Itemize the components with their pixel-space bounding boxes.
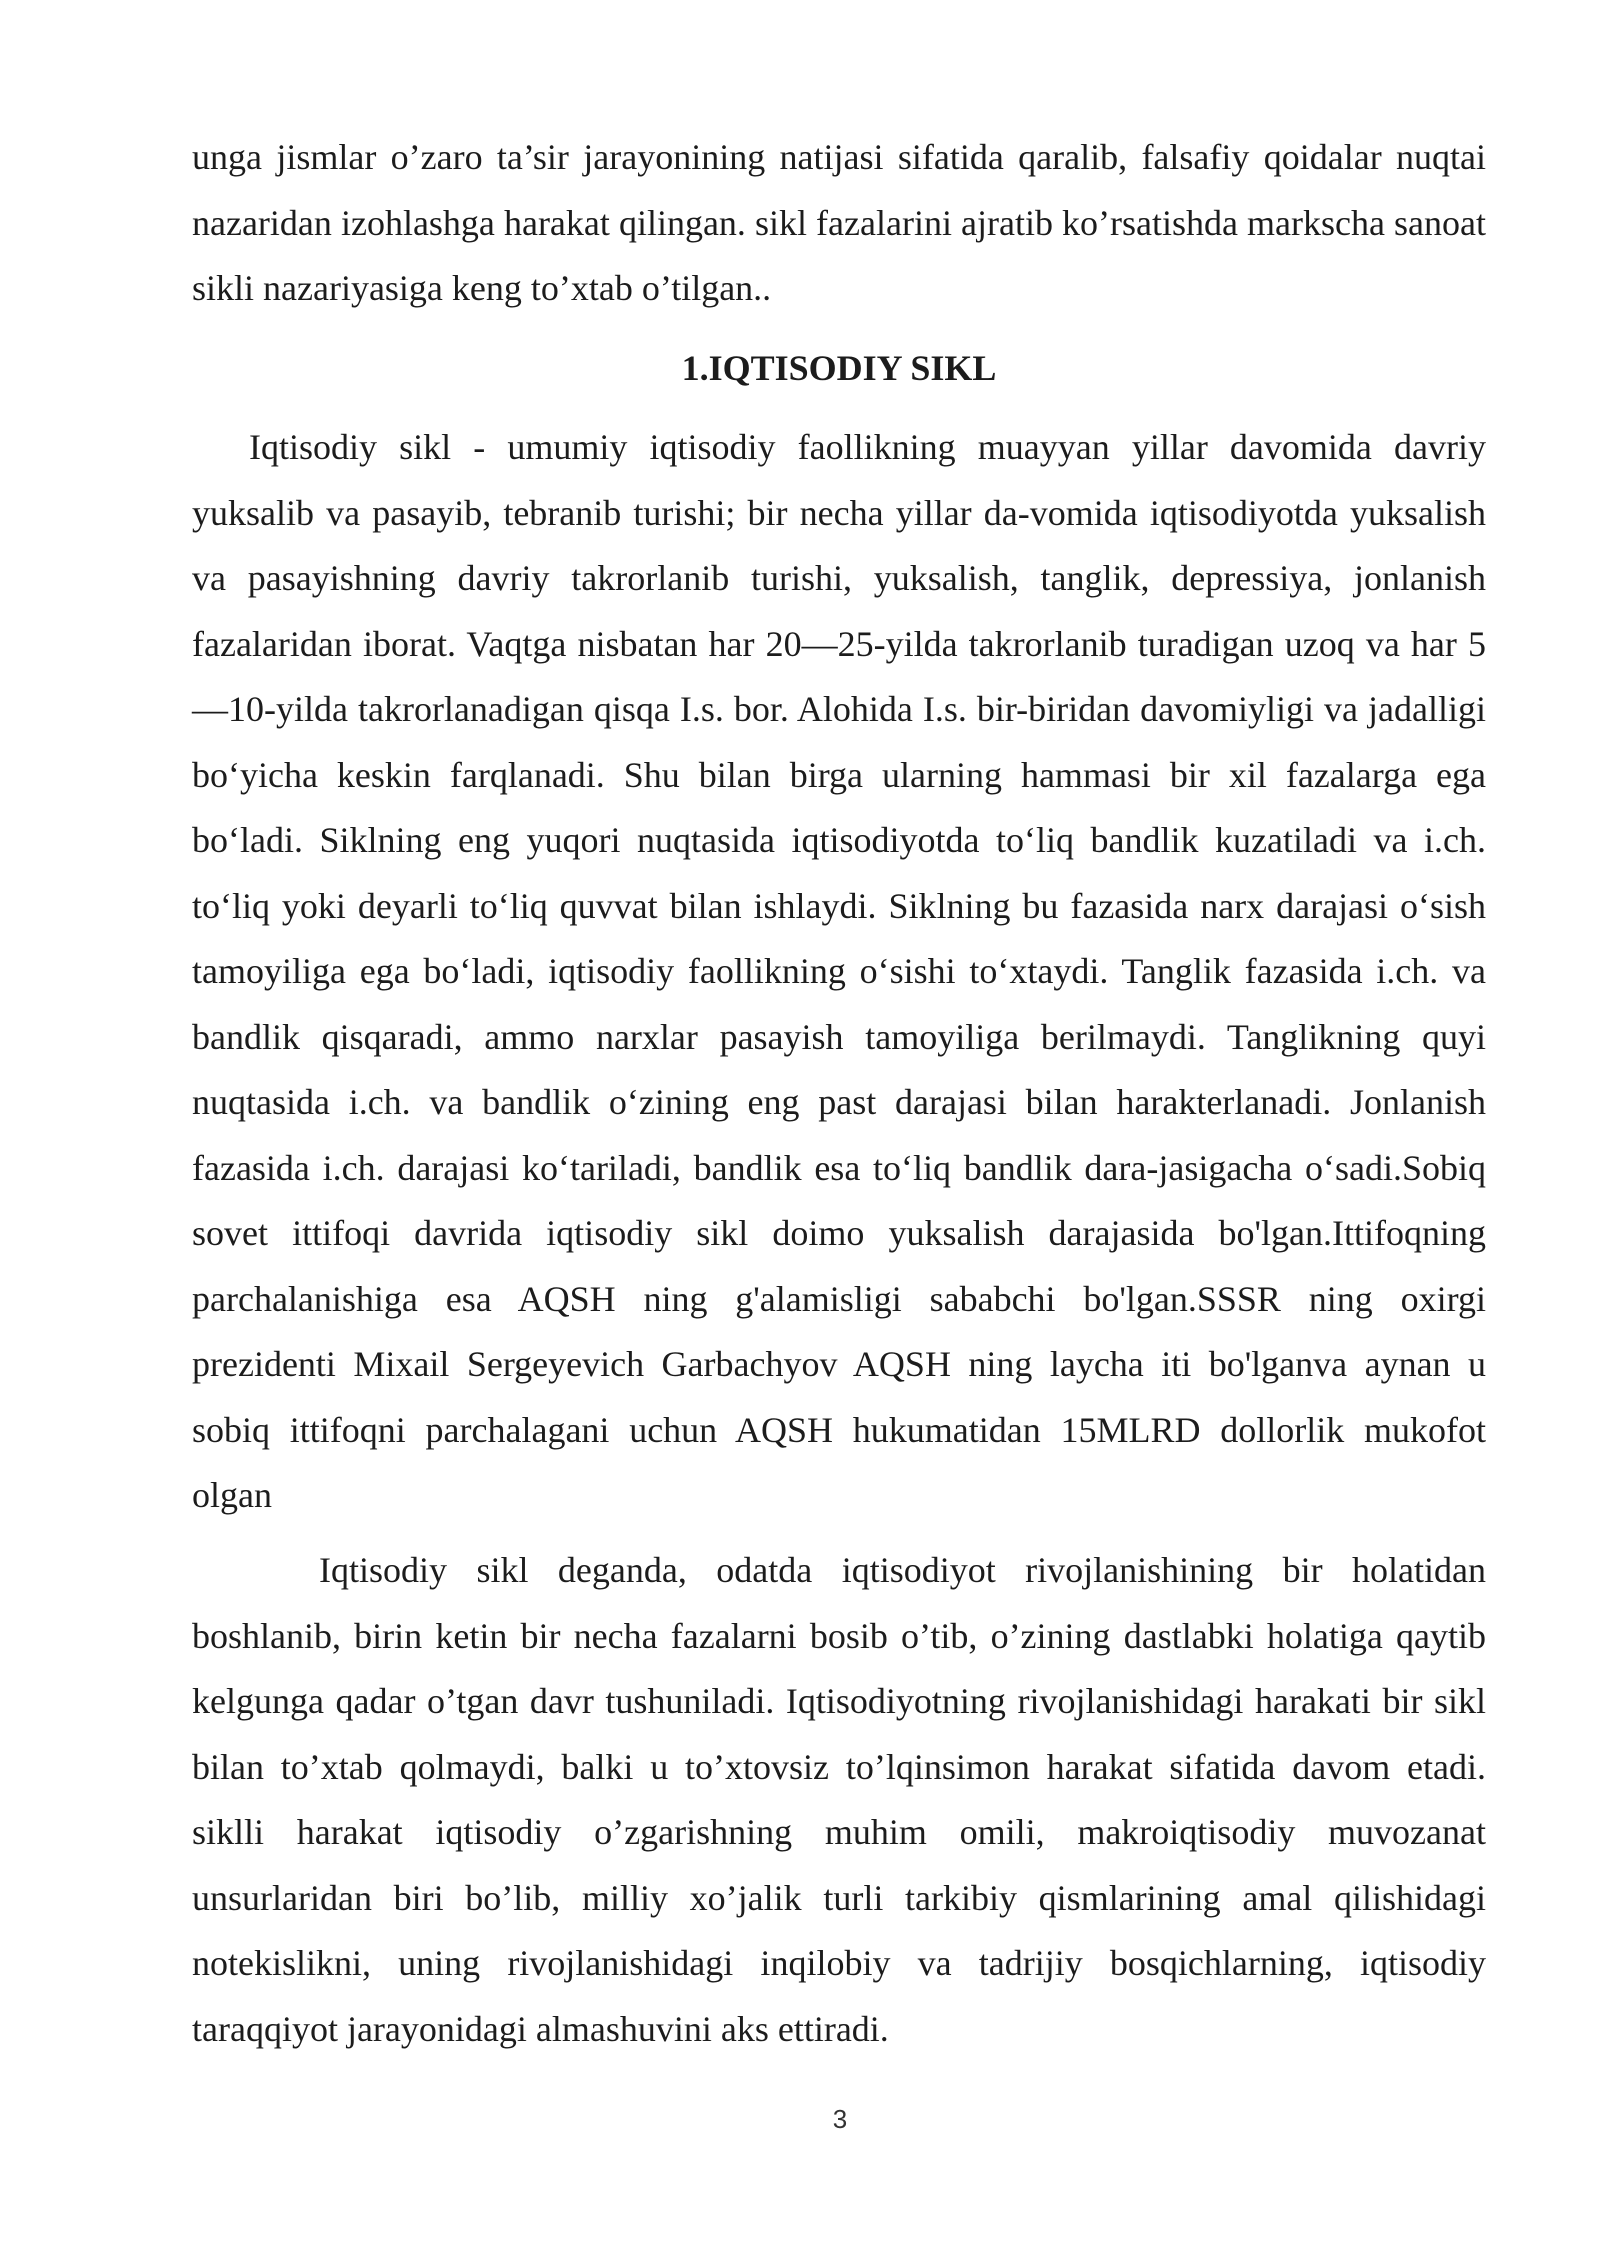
page-number: 3 (832, 2104, 848, 2134)
paragraph-explanation: Iqtisodiy sikl deganda, odatda iqtisodiyot rivojlanishining bir holatidan boshlanib, birin ketin bir necha fazalarni bosib o’tib, o’zining dastlabki holatiga qaytib kelgunga qadar o’tgan davr tushuniladi. Iqtisodiyotning rivojlanishidagi harakati bir sikl bilan to’xtab qolmaydi, balki u to’xtovsiz to’lqinsimon harakat sifatida davom etadi. siklli harakat iqtisodiy o’zgarishning muhim omili, makroiqtisodiy muvozanat unsurlaridan biri bo’lib, milliy xo’jalik turli tarkibiy qismlarining amal qilishidagi notekislikni, uning rivojlanishidagi inqilobiy va tadrijiy bosqichlarning, iqtisodiy taraqqiyot jarayonidagi almashuvini aks ettiradi. (192, 1550, 1486, 2049)
paragraph-intro: unga jismlar o’zaro ta’sir jarayonining natijasi sifatida qaralib, falsafiy qoidalar nuqtai nazaridan izohlashga harakat qilingan. sikl fazalarini ajratib ko’rsatishda markscha sanoat sikli nazariyasiga keng to’xtab o’tilgan.. (192, 137, 1486, 308)
paragraph-definition: Iqtisodiy sikl - umumiy iqtisodiy faollikning muayyan yillar davomida davriy yuksalib va pasayib, tebranib turishi; bir necha yillar da-vomida iqtisodiyotda yuksalish va pasayishning davriy takrorlanib turishi, yuksalish, tanglik, depressiya, jonlanish fazalaridan iborat. Vaqtga nisbatan har 20—25-yilda takrorlanib turadigan uzoq va har 5—10-yilda takrorlanadigan qisqa I.s. bor. Alohida I.s. bir-biridan davomiyligi va jadalligi boʻyicha keskin farqlanadi. Shu bilan birga ularning hammasi bir xil fazalarga ega boʻladi. Siklning eng yuqori nuqtasida iqtisodiyotda toʻliq bandlik kuzatiladi va i.ch. toʻliq yoki deyarli toʻliq quvvat bilan ishlaydi. Siklning bu fazasida narx darajasi oʻsish tamoyiliga ega boʻladi, iqtisodiy faollikning oʻsishi toʻxtaydi. Tanglik fazasida i.ch. va bandlik qisqaradi, ammo narxlar pasayish tamoyiliga berilmaydi. Tanglikning quyi nuqtasida i.ch. va bandlik oʻzining eng past darajasi bilan harakterlanadi. Jonlanish fazasida i.ch. darajasi koʻtariladi, bandlik esa toʻliq bandlik dara-jasigacha oʻsadi.Sobiq sovet ittifoqi davrida iqtisodiy sikl doimo yuksalish darajasida bo'lgan.Ittifoqning parchalanishiga esa AQSH ning g'alamisligi sababchi bo'lgan.SSSR ning oxirgi prezidenti Mixail Sergeyevich Garbachyov AQSH ning laycha iti bo'lganva aynan u sobiq ittifoqni parchalagani uchun AQSH hukumatidan 15MLRD dollorlik mukofot olgan (192, 427, 1486, 1515)
section-heading: 1.IQTISODIY SIKL (681, 348, 997, 388)
